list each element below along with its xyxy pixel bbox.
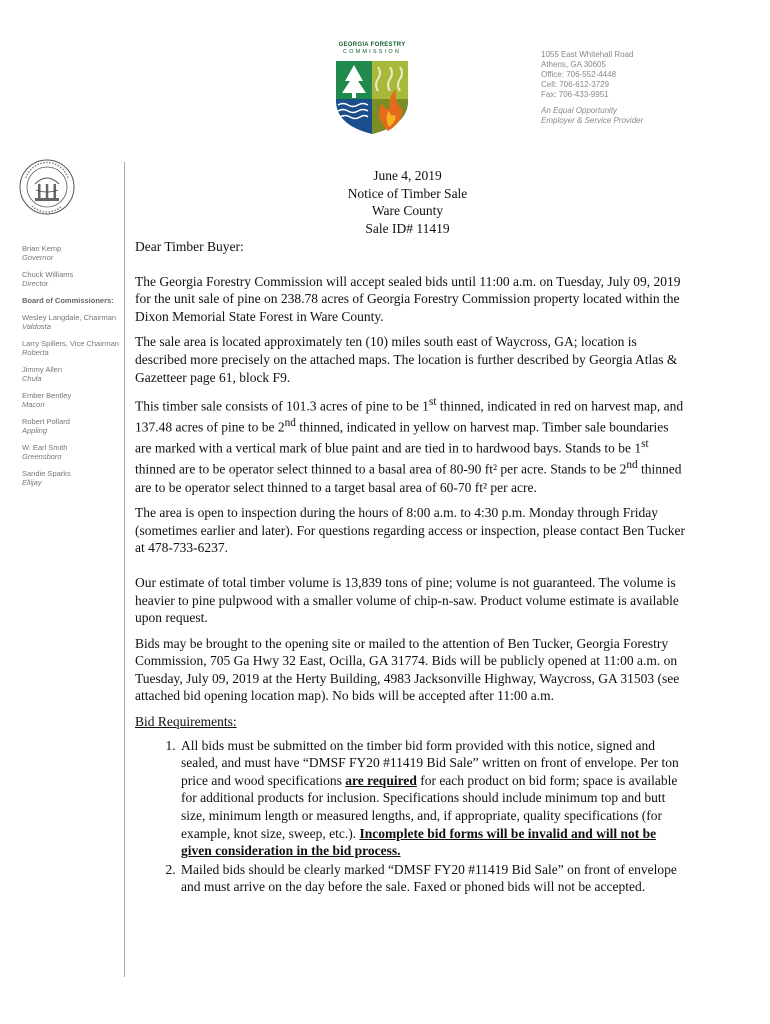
commissioner-city: Greensboro <box>22 452 62 461</box>
commissioner-entry <box>22 417 122 435</box>
emphasis-incomplete-warning: Incomplete bid forms will be invalid and will not be given consideration in the bid process. <box>181 825 657 859</box>
list-item: 2. Mailed bids should be clearly marked “DMSF FY20 #11419 Bid Sale” on front of envelope and must arrive on the day before the sale. Faxed or phoned bids will not be accepted. <box>179 861 687 896</box>
ordinal-suffix: st <box>641 438 649 451</box>
commissioner-city: Appling <box>22 426 48 435</box>
text-run: for each product on bid form; space is available for additional products for inclusion. Specifications should include minimum top and butt size, minimum length or measured lengths, and, if appropriate, quality specifications (for example, knot size, sweep, etc.). <box>181 772 678 841</box>
commissioner-city: Valdosta <box>22 322 51 331</box>
letter-body <box>135 238 687 897</box>
sidebar-divider <box>124 162 125 977</box>
address-line: Athens, GA 30605 <box>541 60 606 69</box>
letter-county: Ware County <box>371 203 444 219</box>
commissioner-name: Larry Spillers, Vice Chairman <box>22 339 119 348</box>
bid-requirements-heading: Bid Requirements: <box>135 714 237 730</box>
salutation: Dear Timber Buyer: <box>135 239 244 254</box>
paragraph-location: The sale area is located approximately ten (10) miles south east of Waycross, GA; location is described more precisely on the attached maps. The location is further described by Georgia Atlas & Gazetteer page 61, block F9. <box>135 334 678 385</box>
logo-org-line2: COMMISSION <box>342 49 402 55</box>
governor-role: Governor <box>22 253 54 262</box>
text-run: thinned are to be operator select thinned to a target basal area of 60-70 ft² per acre. <box>135 461 682 495</box>
paragraph-sale-description <box>135 394 687 496</box>
ordinal-suffix: st <box>428 396 437 409</box>
text-run: All bids must be submitted on the timber bid form provided with this notice, signed and sealed, and must have “DMSF FY20 #11419 Bid Sale” written on front of envelope. Per ton price and wood specifications <box>181 737 679 788</box>
commissioner-name: Robert Pollard <box>22 417 70 426</box>
commissioner-name: W. Earl Smith <box>22 443 68 452</box>
commissioner-city: Macon <box>22 400 45 409</box>
letter-sale-id: Sale ID# 11419 <box>365 220 450 236</box>
commissioner-city: Ellijay <box>22 478 42 487</box>
paragraph-bid-delivery: Bids may be brought to the opening site or mailed to the attention of Ben Tucker, Georgia Forestry Commission, 705 Ga Hwy 32 East, Ocilla, GA 31774. Bids will be publicly opened at 11:00 a.m. on Tuesday, July 09, 2019 at the Herty Building, 4983 Jacksonville Highway, Waycross, GA 31503 (see attached bid opening location map). No bids will be accepted after 11:00 a.m. <box>135 635 680 704</box>
gfc-logo <box>334 42 410 135</box>
letter-subject: Notice of Timber Sale <box>347 185 468 201</box>
commissioner-city: Roberta <box>22 348 49 357</box>
commissioner-entry <box>22 469 122 487</box>
text-run: thinned, indicated in yellow on harvest map. Timber sale boundaries are marked with a vertical mark of blue paint and are tied in to hardwood bays. Stands to be 1 <box>135 419 669 456</box>
address-line: Fax: 706-433-9951 <box>541 90 609 99</box>
text-run: thinned, indicated in red on harvest map, and 137.48 acres of pine to be 2 <box>135 398 684 435</box>
address-line: 1055 East Whitehall Road <box>541 50 634 59</box>
commissioner-city: Chula <box>22 374 42 383</box>
commissioner-name: Jimmy Allen <box>22 365 63 374</box>
address-line: Office: 706-552-4448 <box>541 70 617 79</box>
governor-entry <box>22 244 122 262</box>
text-run: This timber sale consists of 101.3 acres of pine to be 1 <box>135 398 429 414</box>
commissioner-entry <box>22 391 122 409</box>
commissioner-entry <box>22 365 122 383</box>
logo-org-line1: GEORGIA FORESTRY <box>338 42 406 48</box>
letter-header <box>300 167 515 237</box>
list-item <box>179 737 687 860</box>
paragraph-bid-deadline: The Georgia Forestry Commission will accept sealed bids until 11:00 a.m. on Tuesday, July 09, 2019 for the unit sale of pine on 238.78 acres of Georgia Forestry Commission property located within the Dixon Memorial State Forest in Ware County. <box>135 273 681 324</box>
emphasis-required: are required <box>345 772 417 788</box>
director-role: Director <box>22 279 49 288</box>
letter-date: June 4, 2019 <box>373 168 442 183</box>
georgia-state-seal-icon <box>18 158 76 216</box>
director-name: Chuck Williams <box>22 270 74 279</box>
sidebar-officials <box>22 244 122 495</box>
ordinal-suffix: nd <box>284 417 296 430</box>
commissioner-name: Sandie Sparks <box>22 469 71 478</box>
governor-name: Brian Kemp <box>22 244 62 253</box>
commissioner-name: Wesley Langdale, Chairman <box>22 313 117 322</box>
equal-opportunity-line: An Equal Opportunity <box>541 106 618 115</box>
commissioner-entry <box>22 443 122 461</box>
bid-requirements-list <box>135 737 687 896</box>
address-line: Cell: 706-612-3729 <box>541 80 610 89</box>
commissioner-entry <box>22 339 122 357</box>
director-entry <box>22 270 122 288</box>
forestry-shield-icon <box>334 59 410 135</box>
ordinal-suffix: nd <box>626 459 638 472</box>
paragraph-inspection: The area is open to inspection during the hours of 8:00 a.m. to 4:30 p.m. Monday through Friday (sometimes earlier and later). For questions regarding access or inspection, please contact Ben Tucker at 478-733-6237. <box>135 505 685 556</box>
equal-opportunity-line: Employer & Service Provider <box>541 116 644 125</box>
text-run: thinned are to be operator select thinned to a basal area of 80-90 ft² per acre. Stands to be 2 <box>135 461 627 477</box>
address-block <box>541 50 643 126</box>
commissioner-entry <box>22 313 122 331</box>
paragraph-volume-estimate: Our estimate of total timber volume is 13,839 tons of pine; volume is not guaranteed. The volume is heavier to pine pulpwood with a smaller volume of chip-n-saw. Product volume estimate is available upon request. <box>135 574 679 626</box>
board-heading: Board of Commissioners: <box>22 296 114 305</box>
commissioner-name: Ember Bentley <box>22 391 72 400</box>
